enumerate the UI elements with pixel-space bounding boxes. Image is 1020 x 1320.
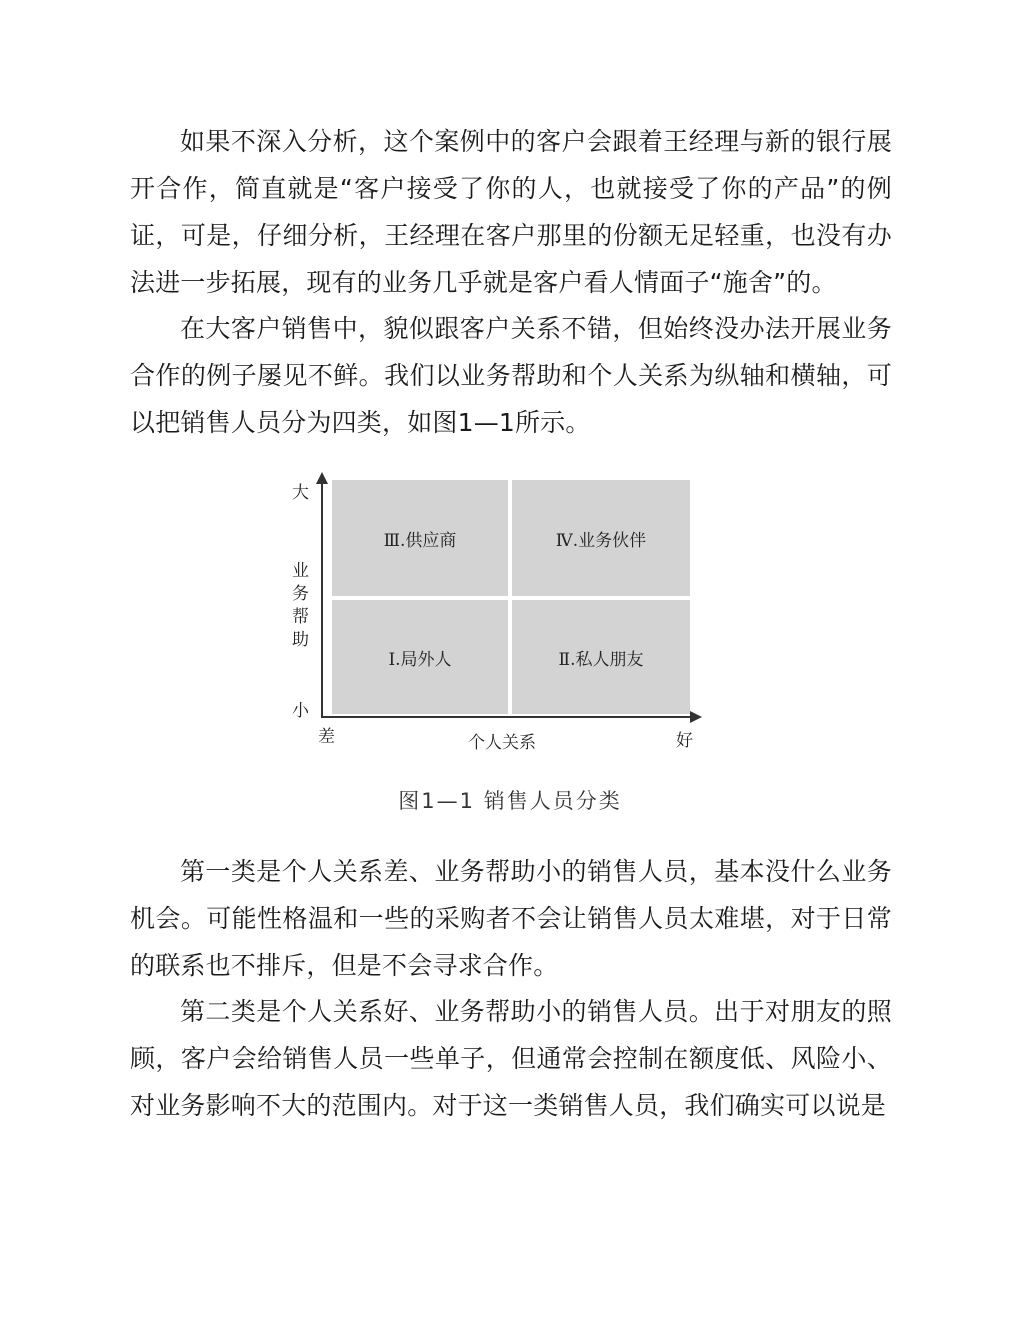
y-axis-arrow-icon bbox=[316, 472, 328, 484]
x-axis-low-label: 差 bbox=[318, 727, 335, 747]
paragraph-1: 如果不深入分析，这个案例中的客户会跟着王经理与新的银行展开合作，简直就是“客户接受了你的人，也就接受了你的产品”的例证，可是，仔细分析，王经理在客户那里的份额无足轻重，也没有办法进一步拓展，现有的业务几乎就是客户看人情面子“施舍”的。 bbox=[130, 127, 892, 297]
paragraph-4: 第二类是个人关系好、业务帮助小的销售人员。出于对朋友的照顾，客户会给销售人员一些单子，但通常会控制在额度低、风险小、对业务影响不大的范围内。对于这一类销售人员，我们确实可以说是 bbox=[130, 997, 892, 1120]
y-axis-title: 业务帮助 bbox=[292, 561, 309, 650]
y-axis-line bbox=[321, 480, 323, 718]
x-axis-title: 个人关系 bbox=[468, 733, 536, 753]
quadrant-business-partner-label: Ⅳ.业务伙伴 bbox=[555, 530, 647, 551]
quadrant-outsider-label: Ⅰ.局外人 bbox=[388, 649, 452, 670]
figure-caption: 图1—1 销售人员分类 bbox=[398, 789, 622, 813]
quadrant-personal-friend bbox=[512, 600, 690, 714]
y-axis-low-label: 小 bbox=[292, 701, 309, 721]
quadrant-personal-friend-label: Ⅱ.私人朋友 bbox=[558, 649, 644, 670]
y-axis-high-label: 大 bbox=[292, 483, 309, 503]
paragraph-2: 在大客户销售中，貌似跟客户关系不错，但始终没办法开展业务合作的例子屡见不鲜。我们以业务帮助和个人关系为纵轴和横轴，可以把销售人员分为四类，如图1—1所示。 bbox=[130, 314, 892, 437]
paragraph-3: 第一类是个人关系差、业务帮助小的销售人员，基本没什么业务机会。可能性格温和一些的采购者不会让销售人员太难堪，对于日常的联系也不排斥，但是不会寻求合作。 bbox=[130, 857, 892, 980]
sales-classification-figure bbox=[280, 470, 720, 760]
quadrant-outsider bbox=[332, 600, 508, 714]
x-axis-high-label: 好 bbox=[676, 731, 693, 751]
x-axis-line bbox=[321, 716, 693, 718]
x-axis-arrow-icon bbox=[690, 711, 702, 723]
quadrant-supplier bbox=[332, 480, 508, 596]
quadrant-business-partner bbox=[512, 480, 690, 596]
quadrant-supplier-label: Ⅲ.供应商 bbox=[383, 530, 457, 551]
